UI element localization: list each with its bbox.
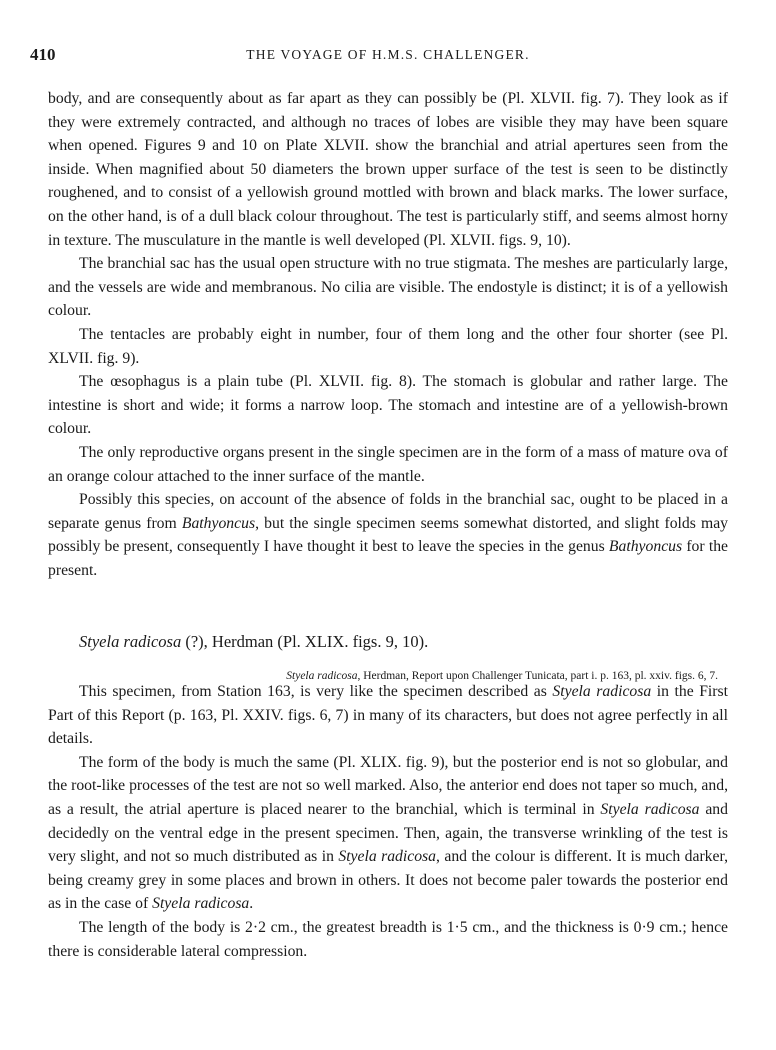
species-name: Styela radicosa [552, 683, 652, 700]
paragraph: The tentacles are probably eight in number, four of them long and the other four shorter (see Pl. XLVII. fig. 9). [48, 325, 728, 367]
synonym-citation: , Herdman, Report upon Challenger Tunicata, part i. p. 163, pl. xxiv. figs. 6, 7. [357, 670, 718, 682]
text-run: in the First Part of this Report (p. 163, Pl. XXIV. figs. 6, 7) in many of its characters, but does not agree perfectly in all details. [48, 683, 728, 748]
paragraph: The branchial sac has the usual open structure with no true stigmata. The meshes are particularly large, and the vessels are wide and membranous. No cilia are visible. The endostyle is distinct; it is of a yellowish colour. [48, 255, 728, 320]
paragraph [48, 488, 728, 582]
genus-name: Bathyoncus [608, 538, 683, 556]
paragraph: The length of the body is 2·2 cm., the greatest breadth is 1·5 cm., and the thickness is 0·9 cm.; hence there is considerable lateral compression. [48, 918, 728, 960]
text-run: and decidedly on the ventral edge in the present specimen. Then, again, the transverse wrinkling of the test is very slight, and not so much distributed as in [48, 800, 728, 866]
synonym-name: Styela radicosa [286, 670, 358, 682]
bathyoncus-section [48, 87, 728, 582]
paragraph: body, and are consequently about as far apart as they can possibly be (Pl. XLVII. fig. 7). They look as if they were extremely contracted, and although no traces of lobes are visible they may have been square when opened. Figures 9 and 10 on Plate XLVII. show the branchial and atrial apertures seen from the inside. When magnified about 50 diameters the brown upper surface of the test is seen to be distinctly roughened, and to consist of a yellowish ground mottled with brown and black marks. The lower surface, on the other hand, is of a dull black colour throughout. The test is particularly stiff, and seems almost horny in texture. The musculature in the mantle is well developed (Pl. XLVII. figs. 9, 10). [48, 90, 728, 249]
species-name: Styela radicosa [79, 632, 182, 651]
species-name: Styela radicosa [338, 848, 437, 866]
text-run: , but the single specimen seems somewhat distorted, and slight folds may possibly be present, consequently I have thought it best to leave the species in the genus [48, 514, 729, 556]
running-title: THE VOYAGE OF H.M.S. CHALLENGER. [246, 47, 530, 62]
paragraph [48, 680, 728, 751]
text-run: Possibly this species, on account of the absence of folds in the branchial sac, ought to be placed in a separate genus from [48, 491, 728, 532]
text-run: The form of the body is much the same (Pl. XLIX. fig. 9), but the posterior end is not so globular, and the root-like processes of the test are not so well marked. Also, the anterior end does not taper so much, and, as a result, the atrial aperture is placed nearer to the branchial, which is terminal in [48, 753, 728, 818]
species-name: Styela radicosa [600, 800, 700, 818]
page-number: 410 [30, 45, 56, 64]
species-name: Styela radicosa [152, 895, 250, 913]
text-run: for the present. [48, 538, 728, 579]
paragraph: The œsophagus is a plain tube (Pl. XLVII. fig. 8). The stomach is globular and rather large. The intestine is short and wide; it forms a narrow loop. The stomach and intestine are of a yellowish-brown colour. [48, 373, 728, 438]
text-run: , and the colour is different. It is much darker, being creamy grey in some places and brown in others. It does not become paler towards the posterior end as in the case of [48, 848, 728, 913]
text-run: This specimen, from Station 163, is very like the specimen described as [79, 683, 553, 700]
species-heading [79, 632, 428, 652]
species-authority: , Herdman (Pl. XLIX. figs. 9, 10). [203, 632, 429, 651]
styela-section [48, 680, 728, 963]
paragraph [48, 751, 728, 916]
genus-name: Bathyoncus [181, 514, 256, 532]
paragraph: The only reproductive organs present in the single specimen are in the form of a mass of mature ova of an orange colour attached to the inner surface of the mantle. [48, 443, 728, 485]
text-run: . [249, 895, 254, 913]
species-query: (?) [181, 632, 204, 651]
